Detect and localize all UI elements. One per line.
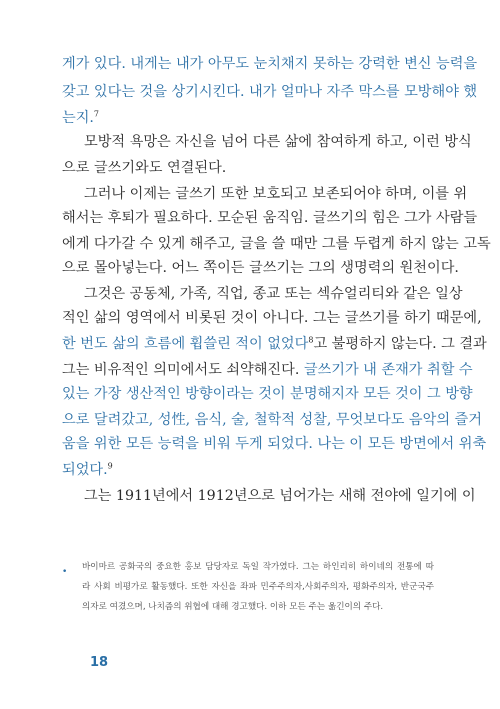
body-line [62, 484, 476, 508]
footnote-reference: 8 [308, 335, 314, 345]
body-line [62, 206, 478, 230]
text-segment: 그는 1911년에서 1912년으로 넘어가는 새해 전야에 일기에 이 [84, 488, 476, 504]
text-segment: 있는 가장 생산적인 방향이라는 것이 분명해지자 모든 것이 그 방향 [62, 386, 473, 402]
text-segment: 으로 글쓰기와도 연결된다. [62, 160, 227, 176]
text-segment: 으로 달려갔고, 성性, 음식, 술, 철학적 성찰, 무엇보다도 음악의 즐거 [62, 412, 482, 428]
body-line [62, 408, 482, 432]
footnote-line: 의자로 여겼으며, 나치즘의 위협에 대해 경고했다. 이하 모든 주는 옮긴이의 주다. [82, 602, 384, 612]
body-line [62, 306, 482, 330]
text-segment: 게가 있다. 내게는 내가 아무도 눈치채지 못하는 강력한 변신 능력을 [62, 56, 478, 72]
body-line [62, 432, 487, 456]
text-segment: 갖고 있다는 것을 상기시킨다. 내가 얼마나 자주 막스를 모방해야 했 [62, 84, 478, 100]
body-line [62, 332, 487, 356]
text-segment: 해서는 후퇴가 필요하다. 모순된 움직임. 글쓰기의 힘은 그가 사람들 [62, 210, 478, 226]
footnote-reference: 7 [93, 109, 100, 119]
footnote-reference: 9 [107, 461, 113, 471]
body-line [62, 52, 478, 76]
text-segment: 적인 삶의 영역에서 비롯된 것이 아니다. 그는 글쓰기를 하기 때문에, [62, 310, 482, 326]
body-line [62, 382, 473, 406]
body-line [62, 130, 472, 154]
text-segment: 한 번도 삶의 흐름에 휩쓸린 적이 없었다 [62, 336, 309, 352]
text-segment: 모방적 욕망은 자신을 넘어 다른 삶에 참여하게 하고, 이런 방식 [84, 134, 472, 150]
text-segment: 는지. [62, 110, 94, 126]
body-line [62, 458, 434, 482]
body-line [62, 232, 491, 256]
text-segment: 그것은 공동체, 가족, 직업, 종교 또는 섹슈얼리티와 같은 일상 [84, 286, 463, 302]
body-line [62, 282, 463, 306]
page-number: 18 [90, 655, 109, 670]
text-segment: 움을 위한 모든 능력을 비워 두게 되었다. 나는 이 모든 방면에서 위축 [62, 436, 487, 452]
text-segment: 에게 다가갈 수 있게 해주고, 글을 쓸 때만 그를 두렵게 하지 않는 고독 [62, 236, 491, 252]
body-line [62, 182, 468, 206]
text-segment: 고 불평하지 않는다. 그 결과 [313, 336, 487, 352]
text-segment: 으로 몰아넣는다. 어느 쪽이든 글쓰기는 그의 생명력의 원천이다. [62, 260, 459, 276]
body-line [62, 358, 473, 382]
body-line [62, 106, 434, 130]
text-segment: 되었다. [62, 462, 108, 478]
body-line [62, 80, 478, 104]
footnote-line: 바이마르 공화국의 중요한 홍보 담당자로 독일 작가였다. 그는 하인리히 하이네의 전통에 따 [82, 562, 434, 572]
body-line [62, 256, 459, 280]
footnote-line: 라 사회 비평가로 활동했다. 또한 자신을 좌파 민주주의자,사회주의자, 평화주의자, 반군국주 [82, 582, 434, 592]
text-segment: 그러나 이제는 글쓰기 또한 보호되고 보존되어야 하며, 이를 위 [84, 186, 468, 202]
body-line [62, 156, 434, 180]
text-segment: 글쓰기가 내 존재가 취할 수 [303, 362, 473, 378]
footnote-marker: • [62, 567, 68, 577]
text-segment: 그는 비유적인 의미에서도 쇠약해진다. [62, 362, 304, 378]
